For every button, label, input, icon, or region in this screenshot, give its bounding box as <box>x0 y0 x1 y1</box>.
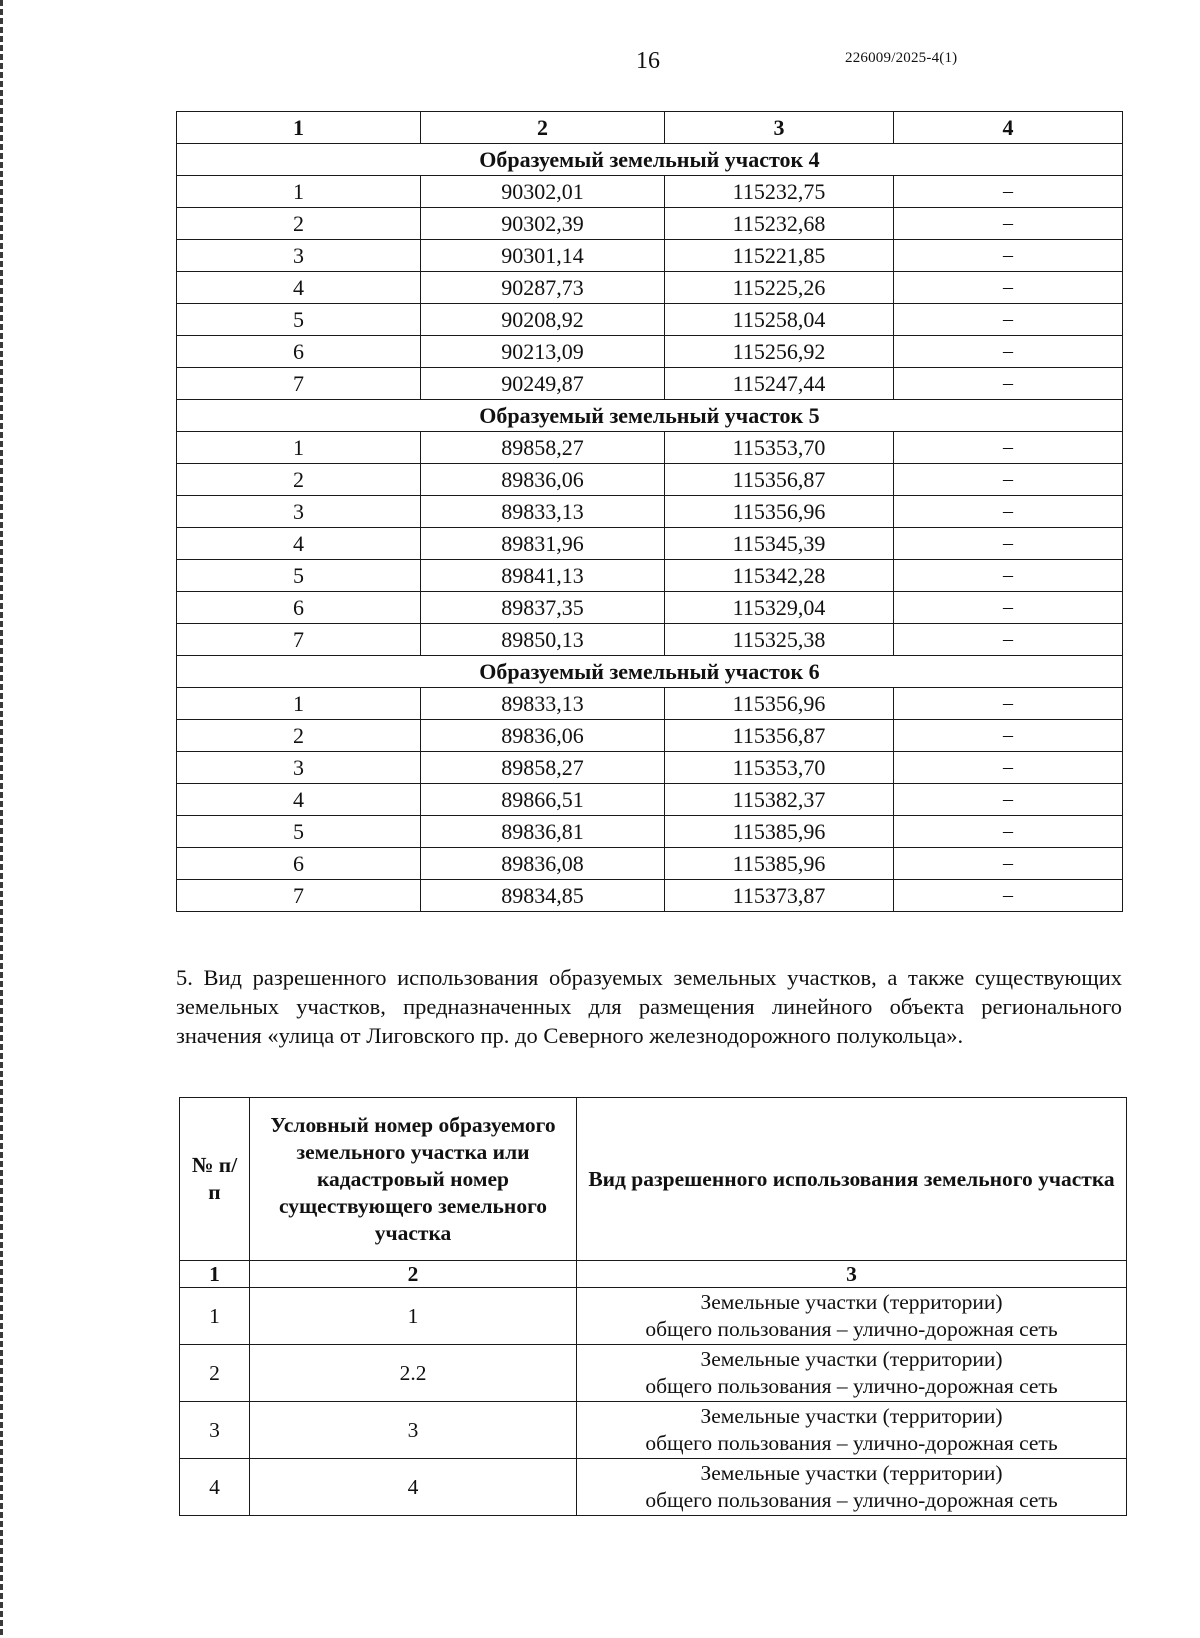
x-coordinate-cell: 89834,85 <box>421 880 665 912</box>
y-coordinate-cell: 115356,87 <box>665 720 894 752</box>
permitted-use-line-1: Земельные участки (территории) <box>700 1461 1003 1485</box>
section-title: Образуемый земельный участок 4 <box>177 144 1123 176</box>
permitted-use-line-2: общего пользования – улично-дорожная сеть <box>645 1317 1058 1341</box>
scan-edge <box>0 0 3 1638</box>
y-coordinate-cell: 115258,04 <box>665 304 894 336</box>
permitted-use-number-row <box>180 1261 1127 1288</box>
x-coordinate-cell: 90287,73 <box>421 272 665 304</box>
point-number-cell: 3 <box>177 496 421 528</box>
x-coordinate-cell: 89866,51 <box>421 784 665 816</box>
note-cell: – <box>894 752 1123 784</box>
x-coordinate-cell: 89833,13 <box>421 688 665 720</box>
y-coordinate-cell: 115247,44 <box>665 368 894 400</box>
y-coordinate-cell: 115342,28 <box>665 560 894 592</box>
x-coordinate-cell: 90208,92 <box>421 304 665 336</box>
x-coordinate-cell: 89836,06 <box>421 720 665 752</box>
y-coordinate-cell: 115256,92 <box>665 336 894 368</box>
note-cell: – <box>894 688 1123 720</box>
x-coordinate-cell: 90249,87 <box>421 368 665 400</box>
col-header-4: 4 <box>894 112 1123 144</box>
x-coordinate-cell: 89836,08 <box>421 848 665 880</box>
point-number-cell: 7 <box>177 368 421 400</box>
table-row <box>177 176 1123 208</box>
point-number-cell: 6 <box>177 336 421 368</box>
permitted-use-line-1: Земельные участки (территории) <box>700 1290 1003 1314</box>
x-coordinate-cell: 89858,27 <box>421 432 665 464</box>
x-coordinate-cell: 90302,01 <box>421 176 665 208</box>
table-row <box>177 752 1123 784</box>
col-header-3: 3 <box>665 112 894 144</box>
point-number-cell: 3 <box>177 752 421 784</box>
section-title: Образуемый земельный участок 6 <box>177 656 1123 688</box>
permitted-use-line-2: общего пользования – улично-дорожная сеть <box>645 1488 1058 1512</box>
row-number-cell: 4 <box>180 1459 250 1516</box>
plot-number-cell: 4 <box>250 1459 577 1516</box>
table-row <box>177 688 1123 720</box>
point-number-cell: 4 <box>177 784 421 816</box>
table-row <box>177 208 1123 240</box>
section-5-paragraph: 5. Вид разрешенного использования образуемых земельных участков, а также существующих земельных участков, предназначенных для размещения линейного объекта регионального значения «улица от Лиговского пр. до Северного железнодорожного полукольца». <box>176 965 1122 1048</box>
x-coordinate-cell: 90301,14 <box>421 240 665 272</box>
table-row <box>177 592 1123 624</box>
y-coordinate-cell: 115221,85 <box>665 240 894 272</box>
point-number-cell: 7 <box>177 880 421 912</box>
permitted-use-cell <box>577 1402 1127 1459</box>
permitted-use-cell <box>577 1345 1127 1402</box>
point-number-cell: 6 <box>177 848 421 880</box>
y-coordinate-cell: 115232,75 <box>665 176 894 208</box>
point-number-cell: 5 <box>177 816 421 848</box>
table-row <box>177 624 1123 656</box>
point-number-cell: 4 <box>177 272 421 304</box>
permitted-use-header-row <box>180 1098 1127 1261</box>
permitted-use-cell <box>577 1288 1127 1345</box>
table-row <box>177 432 1123 464</box>
table-row <box>177 368 1123 400</box>
table-row <box>177 304 1123 336</box>
table-row <box>180 1459 1127 1516</box>
col-header-2: 2 <box>421 112 665 144</box>
x-coordinate-cell: 90302,39 <box>421 208 665 240</box>
section-title-row <box>177 144 1123 176</box>
note-cell: – <box>894 368 1123 400</box>
permitted-use-line-1: Земельные участки (территории) <box>700 1404 1003 1428</box>
x-coordinate-cell: 89858,27 <box>421 752 665 784</box>
table-row <box>177 560 1123 592</box>
note-cell: – <box>894 336 1123 368</box>
note-cell: – <box>894 848 1123 880</box>
page-number: 16 <box>636 48 660 74</box>
y-coordinate-cell: 115329,04 <box>665 592 894 624</box>
note-cell: – <box>894 208 1123 240</box>
y-coordinate-cell: 115356,96 <box>665 496 894 528</box>
point-number-cell: 5 <box>177 560 421 592</box>
y-coordinate-cell: 115385,96 <box>665 816 894 848</box>
note-cell: – <box>894 592 1123 624</box>
point-number-cell: 3 <box>177 240 421 272</box>
y-coordinate-cell: 115385,96 <box>665 848 894 880</box>
x-coordinate-cell: 89831,96 <box>421 528 665 560</box>
col-number-2: 2 <box>250 1261 577 1288</box>
section-title-row <box>177 656 1123 688</box>
note-cell: – <box>894 432 1123 464</box>
section-title: Образуемый земельный участок 5 <box>177 400 1123 432</box>
x-coordinate-cell: 89836,81 <box>421 816 665 848</box>
point-number-cell: 1 <box>177 432 421 464</box>
point-number-cell: 5 <box>177 304 421 336</box>
coordinates-header-row <box>177 112 1123 144</box>
y-coordinate-cell: 115382,37 <box>665 784 894 816</box>
y-coordinate-cell: 115225,26 <box>665 272 894 304</box>
table-row <box>177 880 1123 912</box>
coordinates-table <box>176 111 1123 912</box>
section-title-row <box>177 400 1123 432</box>
note-cell: – <box>894 464 1123 496</box>
header-plot-number: Условный номер образуемого земельного участка или кадастровый номер существующего земельного участка <box>250 1098 577 1261</box>
y-coordinate-cell: 115232,68 <box>665 208 894 240</box>
note-cell: – <box>894 816 1123 848</box>
table-row <box>177 496 1123 528</box>
note-cell: – <box>894 624 1123 656</box>
point-number-cell: 1 <box>177 176 421 208</box>
table-row <box>177 848 1123 880</box>
y-coordinate-cell: 115356,96 <box>665 688 894 720</box>
x-coordinate-cell: 89841,13 <box>421 560 665 592</box>
point-number-cell: 2 <box>177 720 421 752</box>
note-cell: – <box>894 176 1123 208</box>
x-coordinate-cell: 89833,13 <box>421 496 665 528</box>
table-row <box>177 528 1123 560</box>
header-row-number: № п/п <box>180 1098 250 1261</box>
note-cell: – <box>894 304 1123 336</box>
permitted-use-line-2: общего пользования – улично-дорожная сеть <box>645 1431 1058 1455</box>
point-number-cell: 2 <box>177 464 421 496</box>
plot-number-cell: 1 <box>250 1288 577 1345</box>
permitted-use-table <box>179 1097 1127 1516</box>
col-header-1: 1 <box>177 112 421 144</box>
note-cell: – <box>894 784 1123 816</box>
header-permitted-use: Вид разрешенного использования земельного участка <box>577 1098 1127 1261</box>
note-cell: – <box>894 496 1123 528</box>
table-row <box>177 464 1123 496</box>
plot-number-cell: 3 <box>250 1402 577 1459</box>
note-cell: – <box>894 560 1123 592</box>
x-coordinate-cell: 89837,35 <box>421 592 665 624</box>
y-coordinate-cell: 115356,87 <box>665 464 894 496</box>
note-cell: – <box>894 880 1123 912</box>
y-coordinate-cell: 115373,87 <box>665 880 894 912</box>
y-coordinate-cell: 115345,39 <box>665 528 894 560</box>
table-row <box>177 816 1123 848</box>
x-coordinate-cell: 89850,13 <box>421 624 665 656</box>
table-row <box>180 1345 1127 1402</box>
row-number-cell: 1 <box>180 1288 250 1345</box>
permitted-use-line-1: Земельные участки (территории) <box>700 1347 1003 1371</box>
note-cell: – <box>894 272 1123 304</box>
point-number-cell: 4 <box>177 528 421 560</box>
plot-number-cell: 2.2 <box>250 1345 577 1402</box>
point-number-cell: 6 <box>177 592 421 624</box>
table-row <box>177 240 1123 272</box>
permitted-use-line-2: общего пользования – улично-дорожная сеть <box>645 1374 1058 1398</box>
row-number-cell: 3 <box>180 1402 250 1459</box>
note-cell: – <box>894 240 1123 272</box>
y-coordinate-cell: 115325,38 <box>665 624 894 656</box>
note-cell: – <box>894 720 1123 752</box>
x-coordinate-cell: 90213,09 <box>421 336 665 368</box>
table-row <box>177 336 1123 368</box>
table-row <box>177 272 1123 304</box>
col-number-3: 3 <box>577 1261 1127 1288</box>
row-number-cell: 2 <box>180 1345 250 1402</box>
point-number-cell: 2 <box>177 208 421 240</box>
x-coordinate-cell: 89836,06 <box>421 464 665 496</box>
document-number: 226009/2025-4(1) <box>845 50 958 66</box>
y-coordinate-cell: 115353,70 <box>665 432 894 464</box>
table-row <box>180 1402 1127 1459</box>
point-number-cell: 7 <box>177 624 421 656</box>
table-row <box>177 784 1123 816</box>
table-row <box>177 720 1123 752</box>
note-cell: – <box>894 528 1123 560</box>
point-number-cell: 1 <box>177 688 421 720</box>
permitted-use-table-body <box>180 1098 1127 1516</box>
permitted-use-cell <box>577 1459 1127 1516</box>
table-row <box>180 1288 1127 1345</box>
col-number-1: 1 <box>180 1261 250 1288</box>
coordinates-table-body <box>177 112 1123 912</box>
y-coordinate-cell: 115353,70 <box>665 752 894 784</box>
